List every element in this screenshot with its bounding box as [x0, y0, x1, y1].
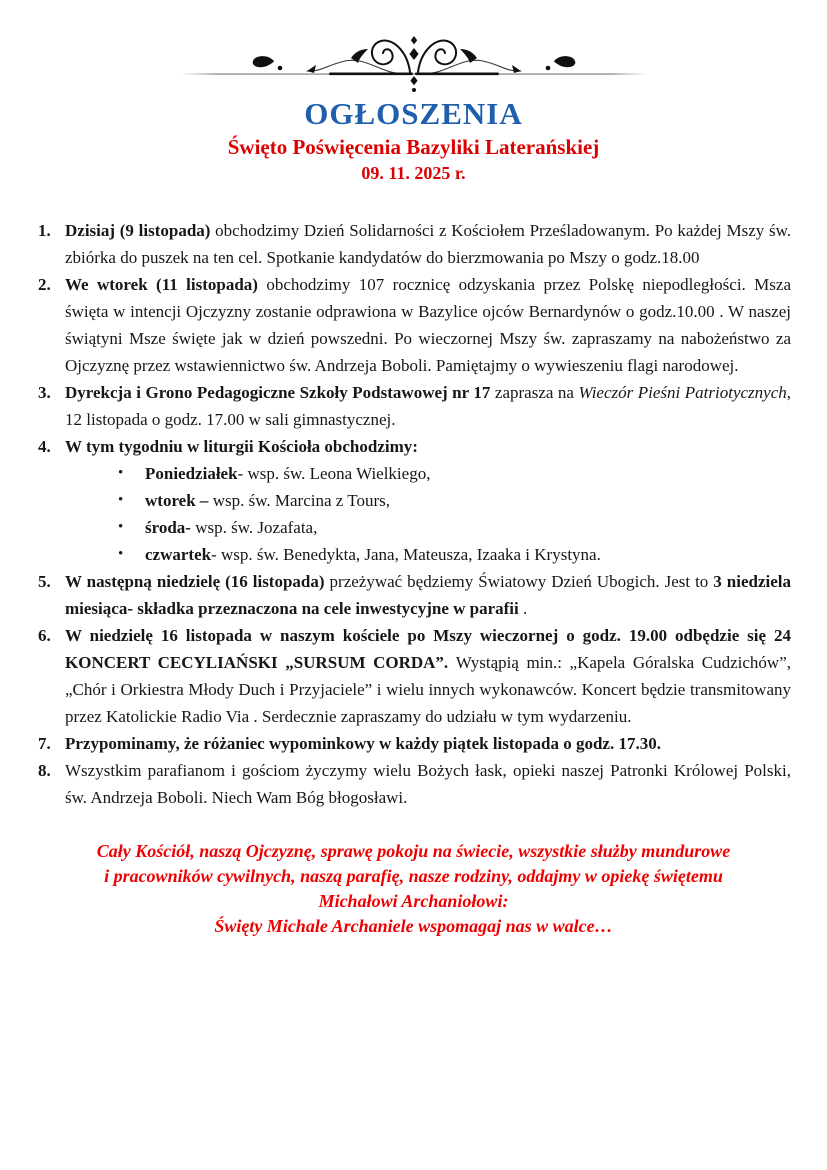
text-segment: , 12 listopada o godz. 17.00 w sali gimnastycznej.: [65, 383, 791, 429]
bullet-text: [145, 491, 390, 510]
closing-prayer: [54, 839, 773, 939]
text-segment: Dzisiaj (9 listopada): [65, 221, 216, 240]
text-segment: przeżywać będziemy Światowy Dzień Ubogich. Jest to: [329, 572, 714, 591]
date-line: 09. 11. 2025 r.: [361, 163, 466, 183]
list-item: [38, 730, 791, 757]
text-segment: środa-: [145, 518, 196, 537]
text-segment: We wtorek (11 listopada): [65, 275, 267, 294]
text-segment: - wsp. św. Leona Wielkiego,: [237, 464, 431, 483]
text-segment: W następną niedzielę (16 listopada): [65, 572, 330, 591]
text-segment: obchodzimy 107 rocznicę odzyskania przez Polskę niepodległości. Msza święta w intencji Ojczyzny zostanie odprawiona w Bazylice ojców Bernardynów o godz.10.00 . W naszej świątyni Msze święte jak w dzień powszedni. Po wieczornej Mszy św. zapraszamy na nabożeństwo za Ojczyznę przez wstawiennictwo św. Andrzeja Boboli. Pamiętajmy o wywieszeniu flagi narodowej.: [65, 275, 791, 375]
item-number: 8.: [38, 761, 51, 780]
item-text: [65, 761, 791, 807]
bullet-icon: •: [118, 546, 124, 562]
prayer-line: Michałowi Archaniołowi:: [318, 891, 509, 911]
item-text: [65, 734, 661, 753]
bullet-text: [145, 464, 430, 483]
text-segment: wtorek –: [145, 491, 213, 510]
prayer-line: Cały Kościół, naszą Ojczyznę, sprawę pokoju na świecie, wszystkie służby mundurowe: [96, 841, 731, 861]
announcements-list: [38, 217, 791, 811]
text-segment: Wystąpią min.: „Kapela Góralska Cudzichów”, „Chór i Orkiestra Młody Duch i Przyjaciele” i wielu innych wykonawców. Koncert będzie transmitowany przez Katolickie Radio Via . Serdecznie zapraszamy do udziału w tym wydarzeniu.: [65, 653, 792, 726]
item-text: [65, 572, 791, 618]
calligraphic-divider-icon: [0, 30, 827, 94]
list-item: [38, 622, 791, 730]
prayer-line: i pracowników cywilnych, naszą parafię, nasze rodziny, oddajmy w opiekę świętemu: [104, 866, 723, 886]
bullet-icon: •: [118, 492, 124, 508]
list-item: [38, 568, 791, 622]
item-number: 3.: [38, 383, 51, 402]
item-number: 2.: [38, 275, 51, 294]
bullet-icon: •: [118, 465, 124, 481]
text-segment: obchodzimy Dzień Solidarności z Kościołem Prześladowanym. Po każdej Mszy św. zbiórka do puszek na ten cel. Spotkanie kandydatów do bierzmowania po Mszy o godz.18.00: [65, 221, 791, 267]
bullet-item: [65, 487, 791, 514]
item-number: 6.: [38, 626, 51, 645]
text-segment: wsp. św. Marcina z Tours,: [212, 491, 390, 510]
list-item: [38, 217, 791, 271]
text-segment: 3 niedziela miesiąca- składka przeznaczona na cele inwestycyjne w parafii: [65, 572, 791, 618]
bullet-list: [65, 460, 791, 568]
bullet-item: [65, 460, 791, 487]
list-item: [38, 757, 791, 811]
text-segment: Dyrekcja i Grono Pedagogiczne Szkoły Podstawowej nr 17: [65, 383, 495, 402]
text-segment: - wsp. św. Benedykta, Jana, Mateusza, Izaaka i Krystyna.: [211, 545, 601, 564]
item-text: [65, 383, 791, 429]
text-segment: Poniedziałek: [145, 464, 238, 483]
item-number: 7.: [38, 734, 51, 753]
item-number: 4.: [38, 437, 51, 456]
list-item: [38, 433, 791, 568]
bullet-icon: •: [118, 519, 124, 535]
list-item: [38, 271, 791, 379]
text-segment: W niedzielę 16 listopada w naszym kościele po Mszy wieczornej o godz. 19.00 odbędzie się 24 KONCERT CECYLIAŃSKI „SURSUM CORDA”.: [65, 626, 791, 672]
text-segment: Przypominamy, że różaniec wypominkowy w każdy piątek listopada o godz. 17.30.: [65, 734, 661, 753]
page-header: [0, 0, 827, 184]
text-segment: Wszystkim parafianom i gościom życzymy wielu Bożych łask, opieki naszej Patronki Królowej Polski, św. Andrzeja Boboli. Niech Wam Bóg błogosławi.: [65, 761, 791, 807]
item-number: 1.: [38, 221, 51, 240]
text-segment: .: [518, 599, 528, 618]
list-item: [38, 379, 791, 433]
bullet-item: [65, 541, 791, 568]
text-segment: zaprasza na: [494, 383, 579, 402]
prayer-line: Święty Michale Archaniele wspomagaj nas w walce…: [214, 916, 613, 936]
text-segment: Wieczór Pieśni Patriotycznych: [578, 383, 787, 402]
bullet-text: [145, 545, 601, 564]
feast-subtitle: Święto Poświęcenia Bazyliki Laterańskiej: [227, 135, 600, 159]
item-number: 5.: [38, 572, 51, 591]
page-title: OGŁOSZENIA: [304, 96, 523, 131]
text-segment: czwartek: [145, 545, 212, 564]
bullet-text: [145, 518, 317, 537]
text-segment: wsp. św. Jozafata,: [195, 518, 318, 537]
item-text: [65, 275, 791, 375]
bullet-item: [65, 514, 791, 541]
item-text: [65, 437, 418, 456]
item-text: [65, 626, 791, 726]
item-text: [65, 221, 791, 267]
text-segment: W tym tygodniu w liturgii Kościoła obchodzimy:: [65, 437, 418, 456]
